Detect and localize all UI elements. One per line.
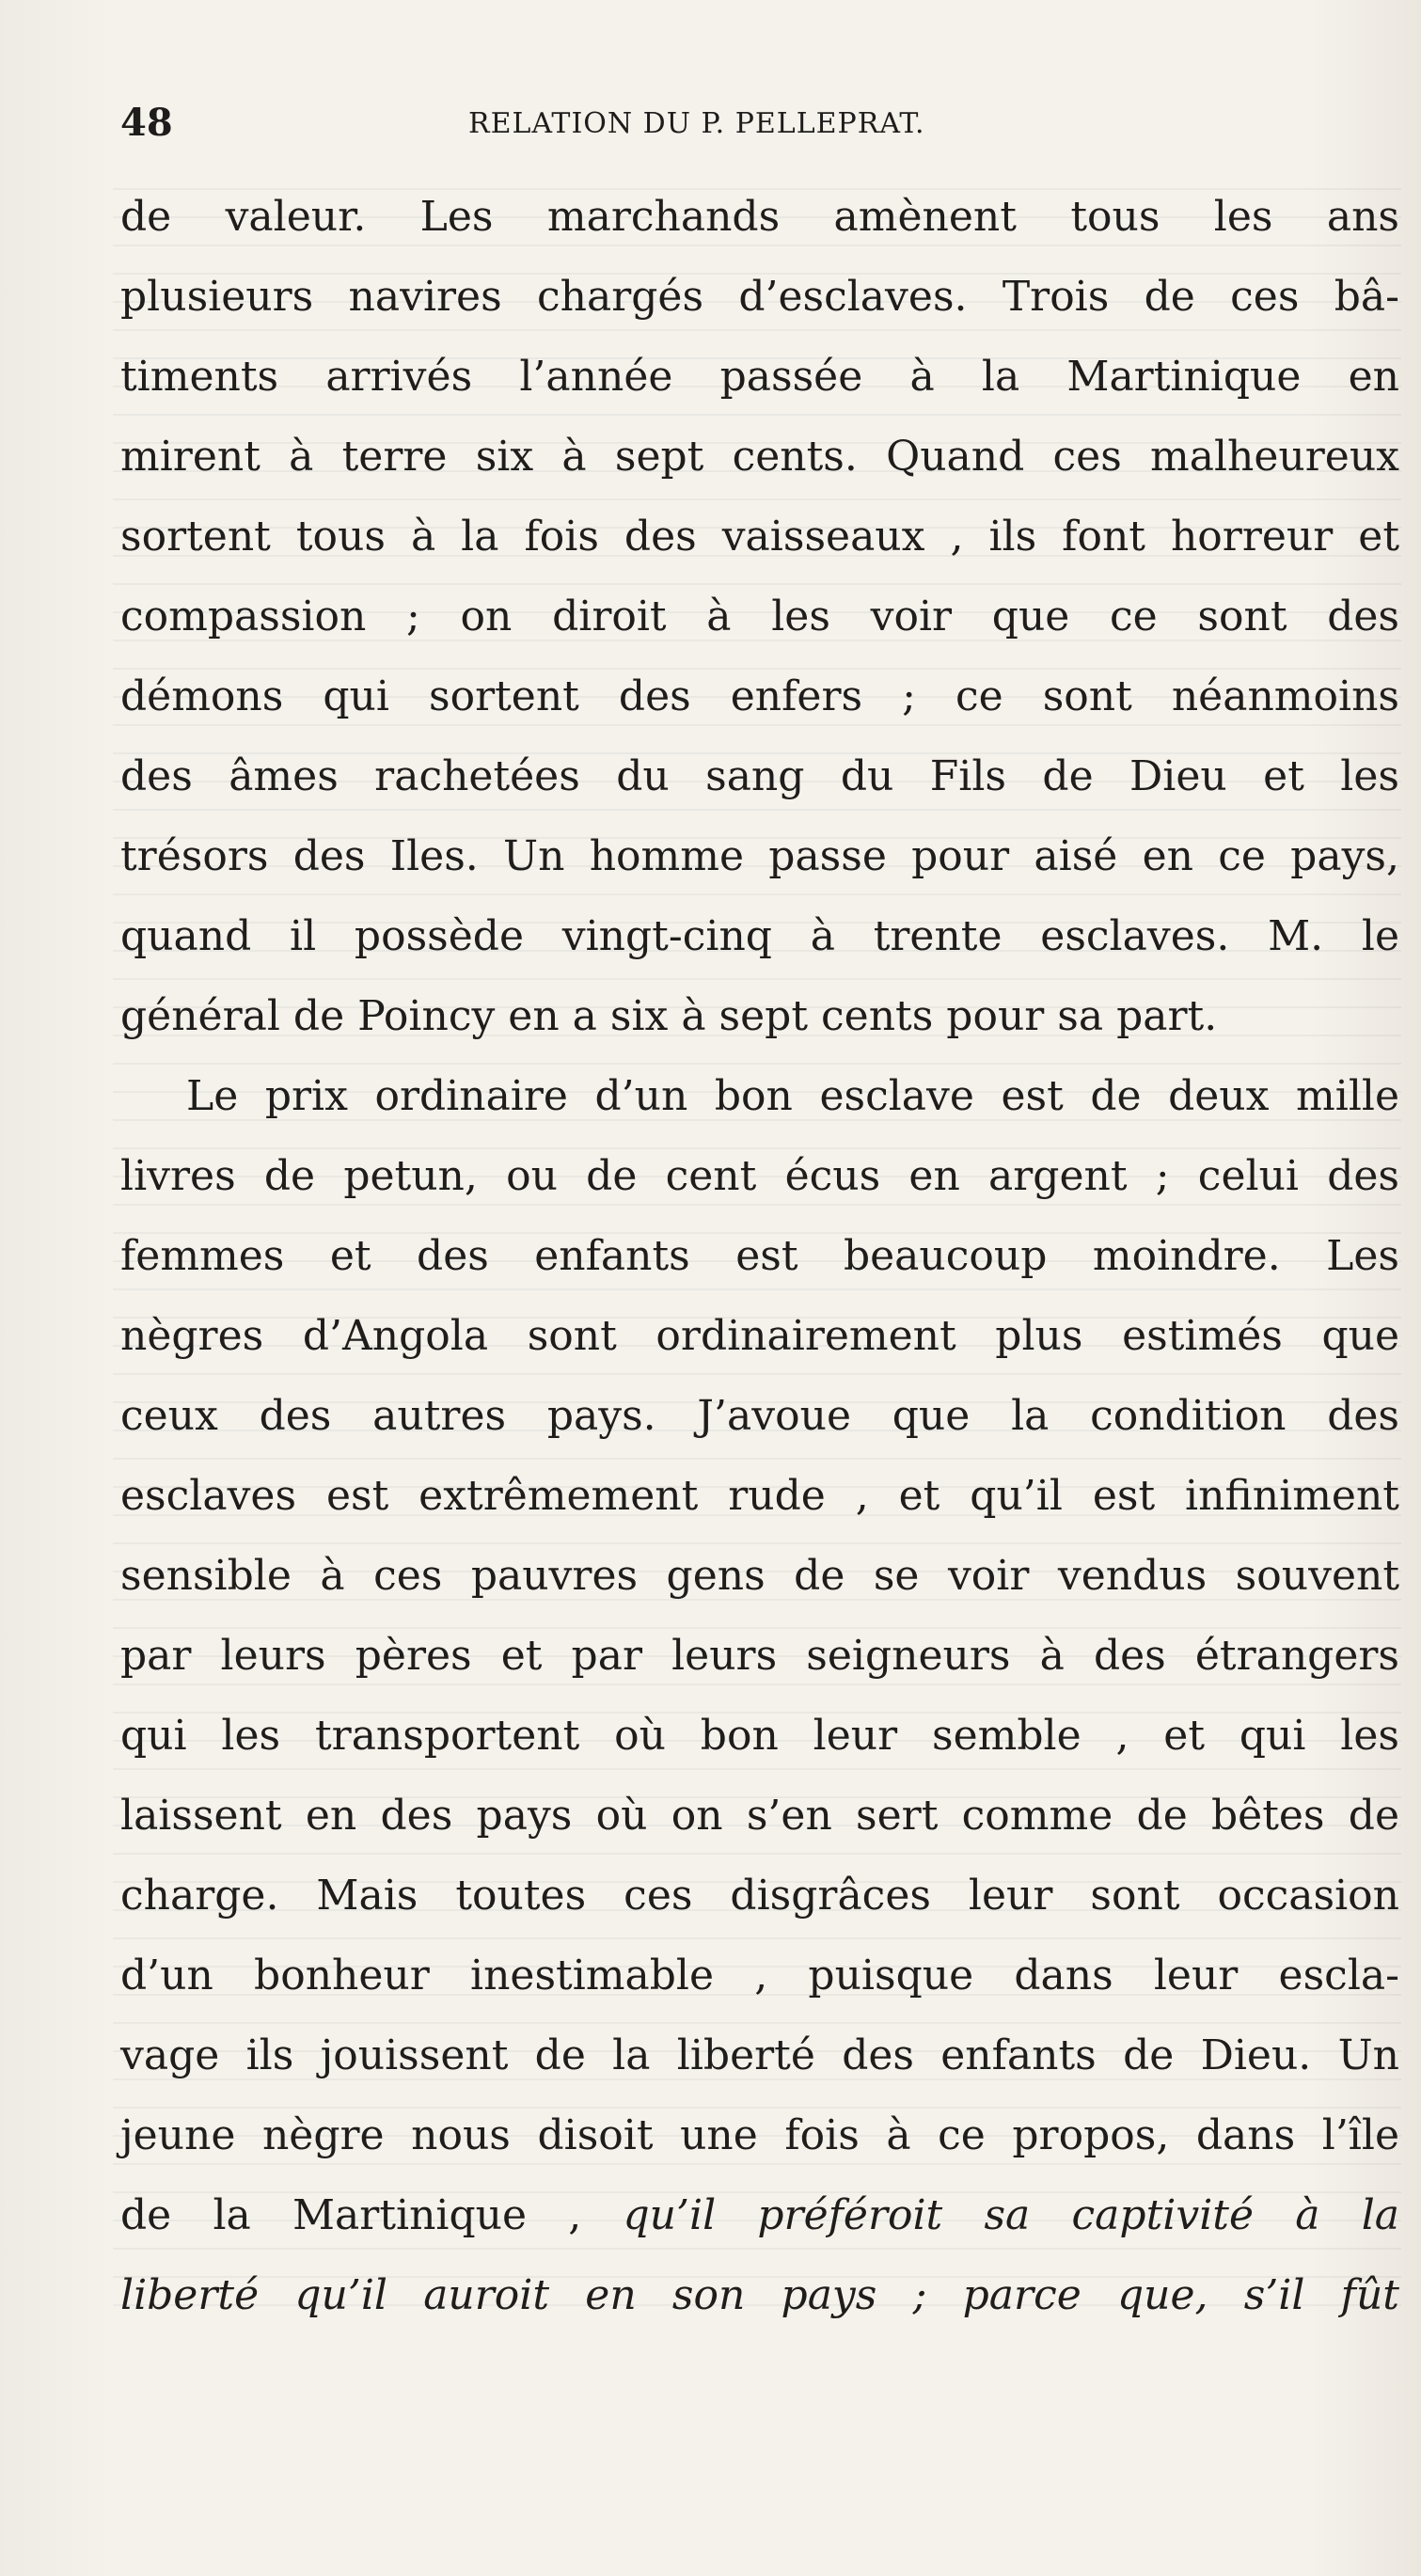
italic-quote: qu’il préféroit sa captivité à la — [623, 2191, 1400, 2239]
text-line: mirent à terre six à sept cents. Quand ces malheureux — [120, 433, 1399, 481]
text-line: livres de petun, ou de cent écus en argent ; celui des — [120, 1152, 1399, 1200]
text-line: compassion ; on diroit à les voir que ce sont des — [120, 593, 1399, 640]
text-line: jeune nègre nous disoit une fois à ce propos, dans l’île — [120, 2111, 1399, 2159]
paragraph-start-line: Le prix ordinaire d’un bon esclave est de deux mille — [186, 1072, 1399, 1120]
paragraph-end-line: général de Poincy en a six à sept cents pour sa part. — [120, 992, 1218, 1040]
text-line: plusieurs navires chargés d’esclaves. Trois de ces bâ- — [120, 273, 1399, 321]
text-line: charge. Mais toutes ces disgrâces leur sont occasion — [120, 1872, 1399, 1920]
text-line: nègres d’Angola sont ordinairement plus estimés que — [120, 1312, 1399, 1360]
text-line: qui les transportent où bon leur semble , et qui les — [120, 1712, 1399, 1760]
text-line: timents arrivés l’année passée à la Martinique en — [120, 353, 1399, 401]
text-line: ceux des autres pays. J’avoue que la condition des — [120, 1392, 1399, 1440]
body-text — [120, 177, 1399, 2335]
page-header — [120, 100, 1399, 147]
text-line: des âmes rachetées du sang du Fils de Dieu et les — [120, 752, 1399, 800]
page-number: 48 — [120, 101, 173, 145]
text-line: quand il possède vingt-cinq à trente esclaves. M. le — [120, 912, 1399, 960]
text-line: femmes et des enfants est beaucoup moindre. Les — [120, 1232, 1399, 1280]
text-line: démons qui sortent des enfers ; ce sont néanmoins — [120, 672, 1399, 720]
italic-quote-line: liberté qu’il auroit en son pays ; parce que, s’il fût — [120, 2271, 1399, 2319]
text-line: esclaves est extrêmement rude , et qu’il est infiniment — [120, 1472, 1399, 1520]
text-line: laissent en des pays où on s’en sert comme de bêtes de — [120, 1792, 1399, 1840]
text-line: de valeur. Les marchands amènent tous les ans — [120, 193, 1399, 241]
running-head: RELATION DU P. PELLEPRAT. — [468, 107, 925, 140]
text-line: d’un bonheur inestimable , puisque dans leur escla- — [120, 1952, 1399, 1999]
text-line-mixed — [120, 2175, 1399, 2255]
text-line: sortent tous à la fois des vaisseaux , ils font horreur et — [120, 513, 1399, 561]
text-line: sensible à ces pauvres gens de se voir vendus souvent — [120, 1552, 1399, 1600]
text-line: par leurs pères et par leurs seigneurs à des étrangers — [120, 1632, 1399, 1680]
text-line: trésors des Iles. Un homme passe pour aisé en ce pays, — [120, 832, 1399, 880]
text-line: vage ils jouissent de la liberté des enfants de Dieu. Un — [120, 2031, 1399, 2079]
text-segment: de la Martinique , — [120, 2191, 624, 2239]
